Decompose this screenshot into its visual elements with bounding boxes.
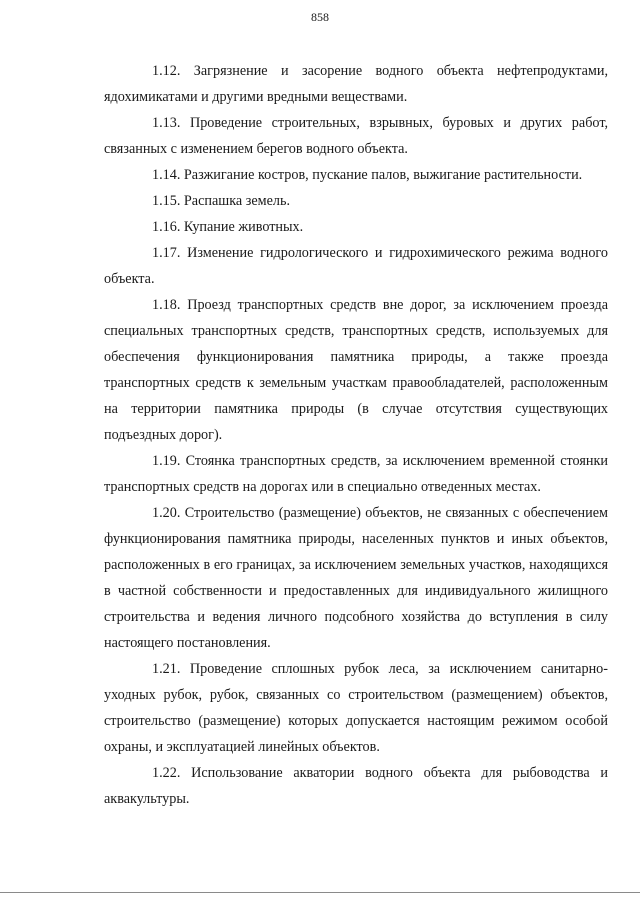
clause-1-21: 1.21. Проведение сплошных рубок леса, за исключением санитарно-уходных рубок, рубок, связанных со строительством (размещением) объектов, строительство (размещение) которых допускается настоящим режимом особой охраны, и эксплуатацией линейных объектов. bbox=[104, 661, 608, 755]
clause-1-18: 1.18. Проезд транспортных средств вне дорог, за исключением проезда специальных транспортных средств, транспортных средств, используемых для обеспечения функционирования памятника природы, а также проезда транспортных средств к земельным участкам правообладателей, расположенным на территории памятника природы (в случае отсутствия существующих подъездных дорог). bbox=[104, 297, 608, 443]
clause-1-15: 1.15. Распашка земель. bbox=[152, 193, 291, 209]
page-number: 858 bbox=[311, 10, 329, 24]
clause-1-16: 1.16. Купание животных. bbox=[152, 219, 304, 235]
clause-1-22: 1.22. Использование акватории водного объекта для рыбоводства и аквакультуры. bbox=[104, 765, 608, 807]
clause-1-17: 1.17. Изменение гидрологического и гидрохимического режима водного объекта. bbox=[104, 245, 608, 287]
clause-1-14: 1.14. Разжигание костров, пускание палов, выжигание растительности. bbox=[152, 167, 583, 183]
clause-1-12: 1.12. Загрязнение и засорение водного объекта нефтепродуктами, ядохимикатами и другими вредными веществами. bbox=[104, 63, 608, 105]
clause-1-20: 1.20. Строительство (размещение) объектов, не связанных с обеспечением функционирования памятника природы, населенных пунктов и иных объектов, расположенных в его границах, за исключением земельных участков, находящихся в частной собственности и предоставленных для индивидуального жилищного строительства и ведения личного подсобного хозяйства до вступления в силу настоящего постановления. bbox=[104, 505, 608, 651]
page-bottom-divider bbox=[0, 892, 640, 893]
document-body bbox=[104, 58, 608, 812]
clause-1-19: 1.19. Стоянка транспортных средств, за исключением временной стоянки транспортных средств на дорогах или в специально отведенных местах. bbox=[104, 453, 608, 495]
clause-1-13: 1.13. Проведение строительных, взрывных, буровых и других работ, связанных с изменением берегов водного объекта. bbox=[104, 115, 608, 157]
